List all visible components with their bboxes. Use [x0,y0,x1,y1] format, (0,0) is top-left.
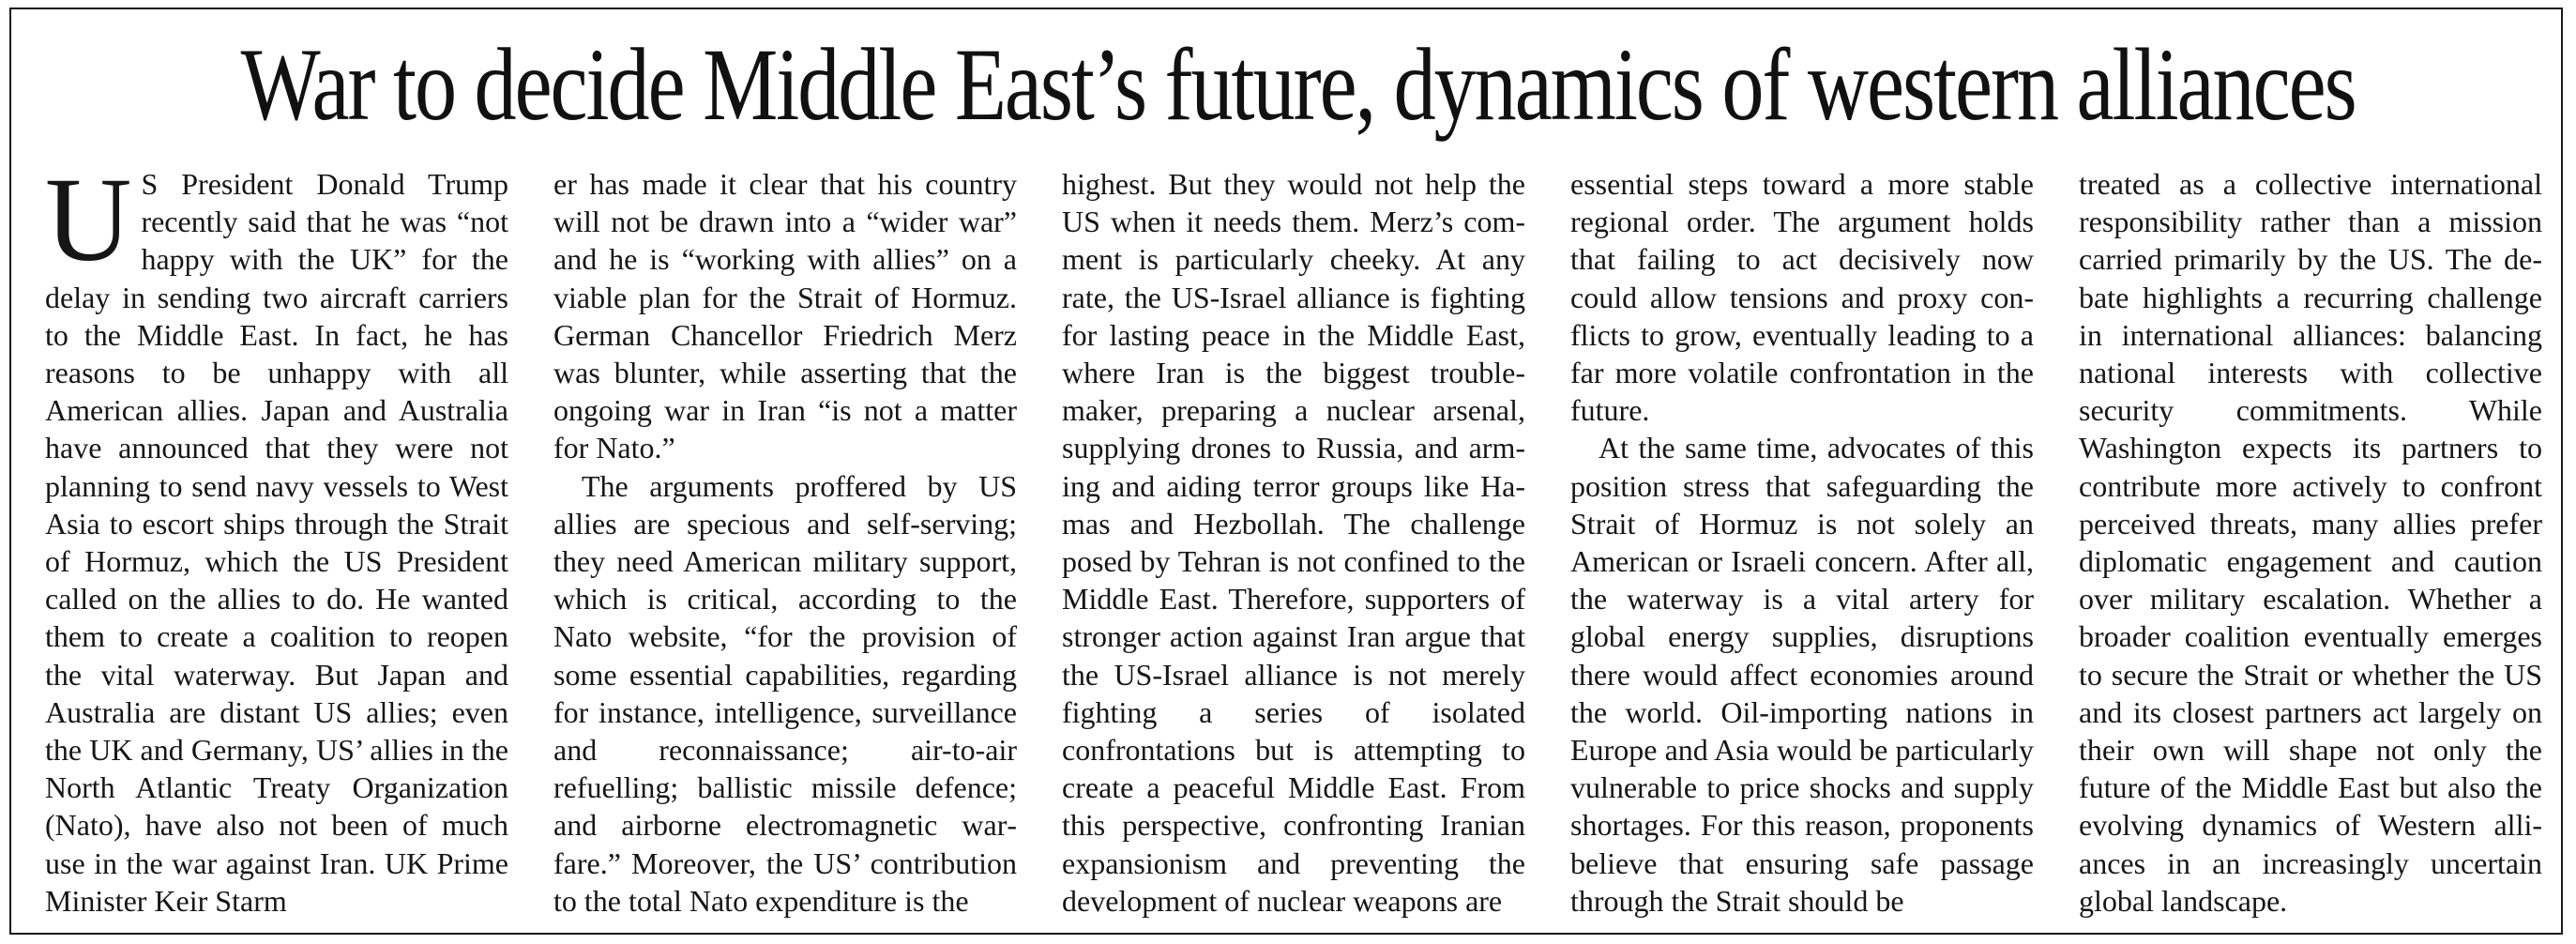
article-frame [9,8,2563,935]
paragraph-text: S President Donald Trump recently said that he was “not happy with the UK” for the delay in sending two aircraft carriers to the Middle East. In fact, he has reasons to be unhappy with all American allies. Japan and Australia have announced that they were not planning to send navy vessels to West Asia to escort ships through the Strait of Hormuz, which the US President called on the allies to do. He wanted them to create a coalition to reopen the vital waterway. But Japan and Australia are distant US allies; even the UK and Germany, US’ allies in the North Atlantic Treaty Organization (Nato), have also not been of much use in the war against Iran. UK Prime Minister Keir Starm [45,167,508,918]
column-2 [553,165,1017,925]
paragraph: highest. But they would not help the US when it needs them. Merz’s comment is particularly cheeky. At any rate, the US-Israel alliance is fighting for lasting peace in the Middle East, where Iran is the biggest troublemaker, preparing a nuclear arsenal, supplying drones to Russia, and arming and aiding terror groups like Hamas and Hezbollah. The challenge posed by Tehran is not confined to the Middle East. Therefore, supporters of stronger action against Iran argue that the US-Israel alliance is not merely fighting a series of isolated confrontations but is attempting to create a peaceful Middle East. From this perspective, confronting Iranian expansionism and preventing the development of nuclear weapons are [1062,167,1525,918]
paragraph: At the same time, advocates of this position stress that safeguarding the Strait of Hormuz is not solely an American or Israeli concern. After all, the waterway is a vital artery for global energy supplies, disruptions there would affect economies around the world. Oil-importing nations in Europe and Asia would be particularly vulnerable to price shocks and supply shortages. For this reason, proponents believe that ensuring safe passage through the Strait should be [1570,431,2034,918]
drop-cap: U [45,165,132,286]
headline: War to decide Middle East’s future, dynamics of western alliances [240,27,2356,142]
paragraph: essential steps toward a more stable regional order. The argument holds that failing to act decisively now could allow tensions and proxy conflicts to grow, eventually leading to a far more volatile confrontation in the future. [1570,167,2034,428]
paragraph: er has made it clear that his country will not be drawn into a “wider war” and he is “working with allies” on a viable plan for the Strait of Hormuz. German Chancellor Friedrich Merz was blunter, while asserting that the ongoing war in Iran “is not a matter for Nato.” [553,167,1017,465]
article-body [45,165,2542,925]
paragraph: The arguments proffered by US allies are specious and self-serving; they need American military support, which is critical, according to the Nato website, “for the provision of some essential capabilities, regarding for instance, intelligence, surveillance and reconnaissance; air-to-air refuelling; ballistic missile defence; and airborne electromagnetic warfare.” Moreover, the US’ contribution to the total Nato expenditure is the [553,468,1017,918]
column-3 [1062,165,1525,925]
paragraph [45,165,508,920]
column-5 [2079,165,2542,925]
column-4 [1570,165,2034,925]
column-1 [45,165,508,925]
paragraph: treated as a collective international responsibility rather than a mission carried primarily by the US. The debate highlights a recurring challenge in international alliances: balancing national interests with collective security commitments. While Washington expects its partners to contribute more actively to confront perceived threats, many allies prefer diplomatic engagement and caution over military escalation. Whether a broader coalition eventually emerges to secure the Strait or whether the US and its closest partners act largely on their own will shape not only the future of the Middle East but also the evolving dynamics of Western alliances in an increasingly uncertain global landscape. [2079,167,2542,918]
